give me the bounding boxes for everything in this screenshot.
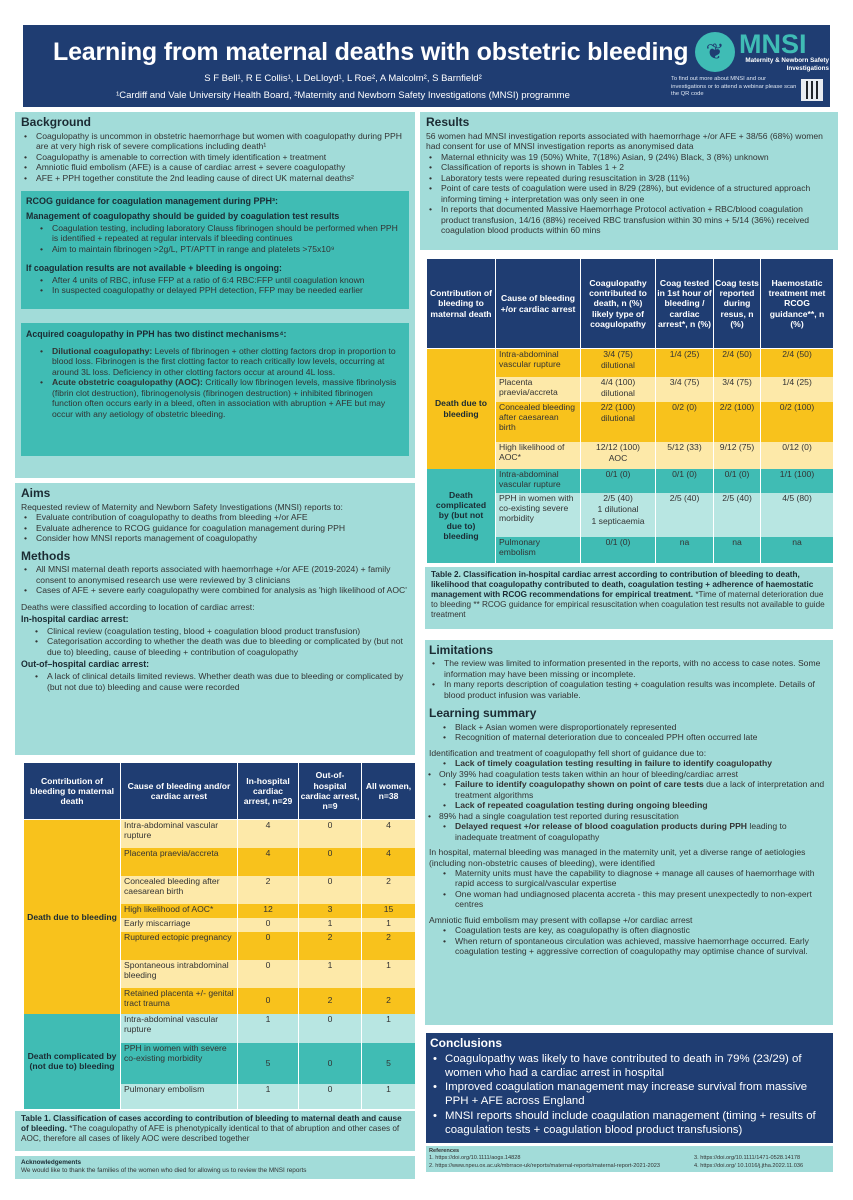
coagulopathy-value: 0/1 (0) — [605, 468, 631, 479]
list-item-term: Acute obstetric coagulopathy (AOC): — [52, 377, 203, 388]
list-item: • In reports that documented Massive Haemorrhage Protocol activation + RBC/blood coagulation product transfusion, 14/16 (88%) received RBC transfusion within 30 mins + 5/14 (36%) received coagulation blood products within 60 mins — [426, 204, 832, 235]
list-item: • When return of spontaneous circulation was achieved, massive haemorrhage occurred. Early coagulation testing + aggressive correction of coagulopathy may optimise chance of survival. — [429, 936, 829, 957]
results-section — [420, 112, 838, 250]
cause-cell: Early miscarriage — [121, 918, 238, 932]
value-cell: 3 — [299, 904, 362, 918]
acknowledgements — [15, 1156, 415, 1179]
value-cell: 0/1 (0) — [656, 469, 714, 493]
value-cell: 1/4 (25) — [761, 377, 834, 402]
value-cell: 4/5 (80) — [761, 493, 834, 537]
list-item: • Black + Asian women were disproportionately represented — [429, 722, 829, 732]
value-cell: 1 — [362, 960, 416, 988]
value-cell: 12 — [238, 904, 299, 918]
acknowledgements-text: We would like to thank the families of the women who died for allowing us to review the MNSI reports — [21, 1166, 307, 1174]
value-cell: 2/5 (40) — [656, 493, 714, 537]
value-cell: 1/1 (100) — [761, 469, 834, 493]
list-item: • AFE + PPH together constitute the 2nd leading cause of direct UK maternal deaths² — [21, 173, 409, 183]
shortfall-term: Lack of repeated coagulation testing during ongoing bleeding — [455, 800, 708, 811]
cause-cell: Pulmonary embolism — [121, 1084, 238, 1109]
group-label: Death complicated by (but not due to) bleeding — [427, 469, 496, 563]
cause-cell: Spontaneous intrabdominal bleeding — [121, 960, 238, 988]
list-item: • Coagulation tests are key, as coagulopathy is often diagnostic — [429, 925, 829, 935]
logo-subtitle: Maternity & Newborn Safety Investigations — [745, 57, 829, 72]
column-header: Contribution of bleeding to maternal death — [427, 259, 496, 349]
value-cell: 5 — [238, 1043, 299, 1084]
value-cell: 2/4 (50) — [761, 349, 834, 377]
shortfall-intro: Identification and treatment of coagulopathy fell short of guidance due to: — [429, 747, 707, 758]
shortfall-text: due a lack of interpretation and treatment algorithms — [455, 779, 825, 800]
list-item-term: Dilutional coagulopathy: — [52, 345, 153, 356]
inhospital-title: In-hospital cardiac arrest: — [21, 614, 129, 625]
rcog-guidance-box — [21, 191, 409, 309]
list-item: • The review was limited to information presented in the reports, with no access to case notes. Some information may have been missing or incomplete. — [429, 658, 829, 679]
shortfall-term: Failure to identify coagulopathy shown on point of care tests — [455, 779, 704, 790]
coagulopathy-cell — [581, 402, 656, 442]
table-1-caption-text: *The coagulopathy of AFE is phenotypically identical to that of abruption and other cases of AOC, therefore all cases of likely AOC were described together — [21, 1123, 400, 1143]
value-cell: 2 — [362, 932, 416, 960]
table-2-caption — [425, 567, 833, 629]
value-cell: 4 — [362, 820, 416, 848]
cause-cell: Ruptured ectopic pregnancy — [121, 932, 238, 960]
value-cell: 3/4 (75) — [714, 377, 761, 402]
conclusions-section — [426, 1033, 833, 1143]
cause-cell: Placenta praevia/accreta — [496, 377, 581, 402]
table-2-caption-title: Table 2. Classification in-hospital cardiac arrest according to contribution of bleeding to death, likelihood that coagulopathy contributed to death, coagulation testing + adherence of haemostatic management with RCOG recommendations for empirical treatment. — [431, 569, 814, 599]
references-title: References — [429, 1147, 460, 1154]
group-label: Death due to bleeding — [427, 349, 496, 469]
value-cell: 4 — [362, 848, 416, 876]
list-item: • Clinical review (coagulation testing, blood + coagulation blood product transfusion) — [21, 626, 409, 636]
affiliations: ¹Cardiff and Vale University Health Board, ²Maternity and Newborn Safety Investigations (MNSI) programme — [116, 90, 570, 101]
inhospital-list — [21, 626, 409, 657]
list-item: • Coagulation testing, including laboratory Clauss fibrinogen should be performed when PPH is identified + repeated at regular intervals if bleeding continues — [26, 223, 404, 244]
reference-4[interactable]: 4. https://doi.org/ 10.1016/j.jtha.2022.11.036 — [694, 1162, 804, 1169]
cause-cell: High likelihood of AOC* — [496, 442, 581, 469]
value-cell: 15 — [362, 904, 416, 918]
value-cell: na — [714, 537, 761, 563]
value-cell: 4 — [238, 820, 299, 848]
cause-cell: Intra-abdominal vascular rupture — [121, 820, 238, 848]
list-item: • MNSI reports should include coagulation management (timing + results of coagulation tests + coagulation blood product transfusions) — [430, 1109, 829, 1138]
value-cell: 0/2 (0) — [656, 402, 714, 442]
reference-1[interactable]: 1. https://doi.org/10.1111/aogs.14828 — [429, 1155, 521, 1162]
list-item: • Coagulopathy is amenable to correction with timely identification + treatment — [21, 152, 409, 162]
hospital-list — [429, 868, 829, 910]
shortfall-subitem: • Only 39% had coagulation tests taken within an hour of bleeding/cardiac arrest — [403, 769, 829, 779]
mnsi-logo — [695, 30, 827, 74]
list-item: • Maternal ethnicity was 19 (50%) White, 7(18%) Asian, 9 (24%) Black, 3 (8%) unknown — [426, 152, 832, 162]
cause-cell: Intra-abdominal vascular rupture — [496, 469, 581, 493]
background-list — [21, 131, 409, 183]
methods-title: Methods — [21, 548, 71, 563]
limitations-title: Limitations — [429, 642, 494, 657]
list-item: • Cases of AFE + severe early coagulopathy were combined for analysis as 'high likelihood of AOC' — [21, 585, 409, 595]
coagulopathy-type: dilutional — [601, 360, 635, 371]
list-item-text: Levels of fibrinogen + other clotting factors drop in proportion to blood loss. Fibrinogen is the first clotting factor to reach critically low levels, occurring at around 3L loss. Deficiency in other clotting factors occur at around 4L loss. — [52, 345, 396, 377]
value-cell: 5 — [362, 1043, 416, 1084]
table-row — [24, 1014, 416, 1043]
value-cell: 0/1 (0) — [714, 469, 761, 493]
list-item: • All MNSI maternal death reports associated with haemorrhage +/or AFE (2019-2024) + family consent to anonymised research use were reviewed by 3 clinicians — [21, 564, 409, 585]
coagulopathy-value: 3/4 (75) — [603, 349, 633, 359]
coagulopathy-cell — [581, 493, 656, 537]
acknowledgements-title: Acknowledgements — [21, 1158, 82, 1166]
column-header: Cause of bleeding and/or cardiac arrest — [121, 763, 238, 820]
column-header: Cause of bleeding +/or cardiac arrest — [496, 259, 581, 349]
coagulopathy-type: dilutional — [601, 412, 635, 423]
value-cell: 0 — [299, 1043, 362, 1084]
list-item: • Aim to maintain fibrinogen >2g/L, PT/APTT in range and platelets >75x10⁹ — [26, 244, 404, 254]
coagulopathy-value: 2/5 (40) — [603, 492, 633, 503]
column-header: Coagulopathy contributed to death, n (%) likely type of coagulopathy — [581, 259, 656, 349]
list-item: • Maternity units must have the capability to diagnose + manage all causes of haemorrhage with rapid access to surgical/vascular expertise — [429, 868, 829, 889]
coagulopathy-value: 12/12 (100) — [596, 441, 640, 452]
methods-classified: Deaths were classified according to location of cardiac arrest: — [21, 601, 255, 612]
list-item: • Improved coagulation management may increase survival from massive PPH + AFE across England — [430, 1080, 829, 1109]
list-item — [26, 377, 404, 419]
conclusions-title: Conclusions — [430, 1035, 503, 1050]
coagulopathy-cell — [581, 469, 656, 493]
list-item: • Classification of reports is shown in Tables 1 + 2 — [426, 162, 832, 172]
list-item: • Laboratory tests were repeated during resuscitation in 3/28 (11%) — [426, 173, 832, 183]
value-cell: 0 — [238, 960, 299, 988]
value-cell: 1 — [362, 1014, 416, 1043]
afe-list — [429, 925, 829, 956]
group-label: Death complicated by (not due to) bleeding — [24, 1014, 121, 1109]
value-cell: 2 — [299, 932, 362, 960]
aims-methods-section — [15, 483, 415, 755]
column-header: Contribution of bleeding to maternal death — [24, 763, 121, 820]
cause-cell: Pulmonary embolism — [496, 537, 581, 563]
value-cell: 1/4 (25) — [656, 349, 714, 377]
coagulopathy-type: AOC — [608, 452, 628, 463]
reference-2[interactable]: 2. https://www.npeu.ox.ac.uk/mbrrace-uk/reports/maternal-reports/maternal-report-2021-2023 — [429, 1162, 661, 1169]
shortfall-term: Delayed request +/or release of blood coagulation products during PPH — [455, 821, 748, 832]
coagulopathy-cell — [581, 377, 656, 402]
cause-cell: Placenta praevia/accreta — [121, 848, 238, 876]
limitations-learning-section — [425, 640, 833, 1025]
list-item: • A lack of clinical details limited reviews. Whether death was due to bleeding or complicated by (but not due to) bleeding and cause were recorded — [21, 671, 409, 692]
list-item — [26, 346, 404, 377]
value-cell: 0 — [299, 820, 362, 848]
column-header: Haemostatic treatment met RCOG guidance**, n (%) — [761, 259, 834, 349]
reference-3[interactable]: 3. https://doi.org/10.1111/1471-0528.14178 — [694, 1155, 801, 1162]
results-list — [426, 152, 832, 236]
outhospital-list — [21, 671, 409, 692]
value-cell: 0 — [299, 848, 362, 876]
outhospital-title: Out-of–hospital cardiac arrest: — [21, 659, 150, 670]
value-cell: 0/12 (0) — [761, 442, 834, 469]
value-cell: 1 — [362, 1084, 416, 1109]
cause-cell: PPH in women with co-existing severe morbidity — [496, 493, 581, 537]
coagulopathy-cell — [581, 537, 656, 563]
afe-intro: Amniotic fluid embolism may present with collapse +/or cardiac arrest — [429, 914, 693, 925]
coagulopathy-value: 0/1 (0) — [605, 536, 631, 547]
value-cell: 2 — [299, 988, 362, 1014]
value-cell: 1 — [299, 918, 362, 932]
shortfall-item — [429, 800, 829, 810]
value-cell: 0/2 (100) — [761, 402, 834, 442]
acquired-list — [26, 346, 404, 419]
qr-text: To find out more about MNSI and our investigations or to attend a webinar please scan the QR code — [671, 76, 797, 98]
coagulopathy-type: 1 dilutional 1 septicaemia — [591, 503, 645, 526]
list-item: • After 4 units of RBC, infuse FFP at a ratio of 6:4 RBC:FFP until coagulation known — [26, 275, 404, 285]
learning-title: Learning summary — [429, 706, 537, 721]
mother-baby-icon: ❦ — [695, 32, 735, 72]
column-header: Coag tested in 1st hour of bleeding / cardiac arrest*, n (%) — [656, 259, 714, 349]
background-title: Background — [21, 115, 92, 129]
value-cell: 9/12 (75) — [714, 442, 761, 469]
methods-list — [21, 564, 409, 595]
value-cell: 1 — [299, 960, 362, 988]
value-cell: na — [761, 537, 834, 563]
header-row — [24, 763, 416, 820]
coagulopathy-type: dilutional — [601, 387, 635, 398]
column-header: In-hospital cardiac arrest, n=29 — [238, 763, 299, 820]
shortfall-term: Lack of timely coagulation testing resulting in failure to identify coagulopathy — [455, 758, 773, 769]
table-row — [24, 820, 416, 848]
left-column — [15, 112, 415, 1179]
shortfall-item — [429, 758, 829, 768]
poster-title: Learning from maternal deaths with obstetric bleeding — [53, 38, 689, 66]
references-section — [426, 1146, 833, 1173]
acquired-title: Acquired coagulopathy in PPH has two distinct mechanisms⁴: — [26, 329, 287, 340]
value-cell: 1 — [238, 1084, 299, 1109]
group-label: Death due to bleeding — [24, 820, 121, 1014]
conclusions-list — [430, 1052, 829, 1138]
list-item: • Evaluate contribution of coagulopathy to deaths from bleeding +/or AFE — [21, 512, 409, 522]
list-item: • Coagulopathy is uncommon in obstetric haemorrhage but women with coagulopathy during PPH are at very high risk of severe complications including death¹ — [21, 131, 409, 152]
value-cell: 2/2 (100) — [714, 402, 761, 442]
list-item: • Evaluate adherence to RCOG guidance for coagulation management during PPH — [21, 523, 409, 533]
value-cell: 2/4 (50) — [714, 349, 761, 377]
list-item-text: Critically low fibrinogen levels, massive fibrinolysis (fibrin clot destruction), fibrinogenolysis (fibrinogen destruction) + inhibited fibrinogen function often occurs early in a bleed, often in association with abruption + AFE but may occur with any aetiology of obstetric bleeding. — [52, 377, 397, 419]
cause-cell: Intra-abdominal vascular rupture — [121, 1014, 238, 1043]
table-1-caption — [15, 1111, 415, 1151]
shortfall-sublist — [429, 769, 829, 779]
limitations-list — [429, 658, 829, 700]
column-header: Out-of-hospital cardiac arrest, n=9 — [299, 763, 362, 820]
list-item: • Recognition of maternal deterioration due to concealed PPH often occurred late — [429, 732, 829, 742]
list-item: • Coagulopathy was likely to have contributed to death in 79% (23/29) of women who had a cardiac arrest in hospital — [430, 1052, 829, 1081]
rcog-sub2: If coagulation results are not available + bleeding is ongoing: — [26, 263, 282, 274]
value-cell: 1 — [238, 1014, 299, 1043]
coagulopathy-value: 4/4 (100) — [600, 376, 636, 387]
value-cell: 2/5 (40) — [714, 493, 761, 537]
value-cell: 1 — [362, 918, 416, 932]
cause-cell: Retained placenta +/- genital tract trauma — [121, 988, 238, 1014]
aims-title: Aims — [21, 486, 51, 500]
value-cell: 0 — [299, 1014, 362, 1043]
value-cell: 5/12 (33) — [656, 442, 714, 469]
shortfall-item — [429, 779, 829, 800]
aims-intro: Requested review of Maternity and Newborn Safety Investigations (MNSI) reports to: — [21, 501, 343, 512]
shortfall-subitem: • 89% had a single coagulation test reported during resuscitation — [403, 811, 829, 821]
value-cell: 0 — [238, 932, 299, 960]
rcog-list-2 — [26, 275, 404, 296]
aims-list — [21, 512, 409, 543]
coagulopathy-value: 2/2 (100) — [600, 401, 636, 412]
value-cell: 4 — [238, 848, 299, 876]
cause-cell: High likelihood of AOC* — [121, 904, 238, 918]
rcog-list-1 — [26, 223, 404, 254]
shortfall-sublist — [429, 811, 829, 821]
value-cell: na — [656, 537, 714, 563]
table-2 — [426, 258, 834, 563]
value-cell: 2 — [238, 876, 299, 904]
cause-cell: Intra-abdominal vascular rupture — [496, 349, 581, 377]
cause-cell: Concealed bleeding after caesarean birth — [496, 402, 581, 442]
value-cell: 2 — [362, 876, 416, 904]
shortfall-item — [429, 821, 829, 842]
poster-header — [23, 25, 830, 107]
list-item: • One woman had undiagnosed placenta accreta - this may present unexpectedly to non-expert centres — [429, 889, 829, 910]
table-1 — [23, 762, 416, 1109]
list-item: • Amniotic fluid embolism (AFE) is a cause of cardiac arrest + severe coagulopathy — [21, 162, 409, 172]
column-header: Coag tests reported during resus, n (%) — [714, 259, 761, 349]
coagulopathy-cell — [581, 349, 656, 377]
logo-word: MNSI — [739, 29, 807, 59]
value-cell: 0 — [299, 876, 362, 904]
results-title: Results — [426, 115, 470, 129]
value-cell: 0 — [238, 988, 299, 1014]
list-item: • Consider how MNSI reports management of coagulopathy — [21, 533, 409, 543]
value-cell: 0 — [299, 1084, 362, 1109]
cause-cell: Concealed bleeding after caesarean birth — [121, 876, 238, 904]
rcog-sub1: Management of coagulopathy should be guided by coagulation test results — [26, 211, 340, 222]
table-row — [427, 349, 834, 377]
coagulopathy-cell — [581, 442, 656, 469]
table-1-caption-title: Table 1. Classification of cases according to contribution of bleeding to maternal death and cause of bleeding. — [21, 1113, 402, 1133]
shortfall-text: leading to inadequate treatment of coagulopathy — [455, 821, 787, 842]
table-2-caption-text: *Time of maternal deterioration due to bleeding ** RCOG guidance for empirical resuscitation when coagulation test results not available to guide treatment — [431, 589, 825, 619]
hospital-intro: In hospital, maternal bleeding was managed in the maternity unit, yet a diverse range of aetiologies (including non-obstetric causes of bleeding), were identified — [429, 847, 806, 868]
qr-code-icon[interactable] — [801, 79, 823, 101]
column-header: All women, n=38 — [362, 763, 416, 820]
results-intro: 56 women had MNSI investigation reports associated with haemorrhage +/or AFE + 38/56 (68%) women had consent for use of MNSI investigation reports as anonymised data — [426, 130, 823, 152]
value-cell: 2 — [362, 988, 416, 1014]
acquired-coagulopathy-box — [21, 323, 409, 456]
value-cell: 3/4 (75) — [656, 377, 714, 402]
list-item: • Categorisation according to whether the death was due to bleeding or complicated by (but not due to) bleeding, cause of bleeding + contribution of coagulopathy — [21, 636, 409, 657]
rcog-title: RCOG guidance for coagulation management during PPH³: — [26, 196, 279, 207]
cause-cell: PPH in women with severe co-existing morbidity — [121, 1043, 238, 1084]
header-row — [427, 259, 834, 349]
authors: S F Bell¹, R E Collis¹, L DeLloyd¹, L Roe², A Malcolm², S Barnfield² — [204, 73, 482, 84]
list-item: • Point of care tests of coagulation were used in 8/29 (28%), but evidence of a structured approach informing timing + interpretation was only seen in one — [426, 183, 832, 204]
shortfall-list — [429, 758, 829, 842]
table-row — [427, 469, 834, 493]
learning-list — [429, 722, 829, 743]
background-section — [15, 112, 415, 478]
right-column — [420, 112, 838, 1172]
list-item: • In suspected coagulopathy or delayed PPH detection, FFP may be needed earlier — [26, 285, 404, 295]
list-item: • In many reports description of coagulation testing + coagulation results was incomplete. Details of blood product infusion was variable. — [429, 679, 829, 700]
value-cell: 0 — [238, 918, 299, 932]
